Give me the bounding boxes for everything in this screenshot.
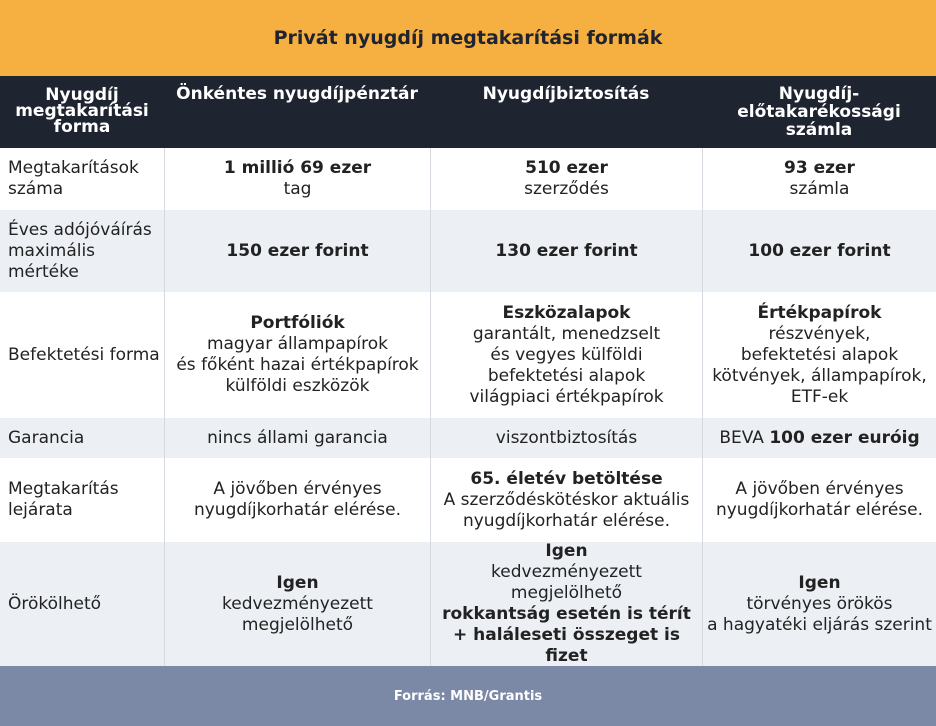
cell-text: kedvezményezett (222, 593, 373, 614)
table-cell (702, 292, 936, 418)
table-header (0, 76, 936, 148)
cell-bold: Igen (798, 572, 841, 593)
cell-text: nyugdíjkorhatár elérése. (193, 500, 402, 520)
cell-bold: Értékpapírok (757, 302, 882, 323)
cell-text: törvényes örökös (746, 593, 893, 614)
table-cell (430, 542, 702, 666)
cell-bold: 93 ezer (784, 158, 855, 178)
cell-bold: rokkantság esetén is térít (442, 604, 691, 624)
header-pension-savings-account: Nyugdíj-előtakarékossági számla (737, 84, 901, 140)
cell-bold: 510 ezer (525, 158, 608, 178)
cell-text (719, 428, 919, 449)
table-cell (430, 458, 702, 542)
row-label: Megtakarítások száma (8, 158, 139, 199)
row-label: Garancia (8, 427, 85, 448)
cell-text: nincs állami garancia (207, 427, 388, 448)
cell-text: kötvények, állampapírok, (712, 365, 927, 386)
row-label: Befektetési forma (8, 344, 160, 365)
table-row (0, 418, 936, 458)
cell-text: garantált, menedzselt (472, 323, 661, 344)
table-cell (702, 148, 936, 210)
cell-bold: Portfóliók (250, 313, 345, 333)
row-label: Örökölhető (8, 593, 102, 614)
cell-bold: 150 ezer forint (226, 240, 369, 261)
table-cell (164, 542, 430, 666)
source-footer: Forrás: MNB/Grantis (0, 666, 936, 726)
table-cell (430, 148, 702, 210)
cell-bold: 100 ezer euróig (769, 427, 920, 448)
table-cell (702, 210, 936, 292)
cell-bold: Igen (545, 541, 588, 561)
cell-text: és főként hazai értékpapírok (176, 355, 419, 375)
cell-text: kedvezményezett (491, 562, 642, 582)
beva-label: BEVA (719, 427, 764, 448)
row-label: Éves adójóváírás maximális mértéke (8, 219, 152, 282)
table-row (0, 292, 936, 418)
cell-text: ETF-ek (790, 386, 849, 407)
cell-text: megjelölhető (241, 614, 354, 635)
row-label: Megtakarítás lejárata (8, 479, 119, 520)
table-cell (164, 458, 430, 542)
header-pension-insurance: Nyugdíjbiztosítás (482, 84, 650, 104)
cell-text: befektetési alapok (740, 344, 899, 365)
cell-text: és vegyes külföldi (490, 344, 643, 365)
table-cell (430, 210, 702, 292)
cell-text: számla (789, 179, 850, 199)
table-cell (430, 292, 702, 418)
header-pension-fund: Önkéntes nyugdíjpénztár (176, 84, 418, 104)
table-row (0, 542, 936, 666)
table-cell (164, 292, 430, 418)
table-cell (702, 418, 936, 458)
cell-text: befektetési alapok (487, 365, 646, 386)
cell-text: nyugdíjkorhatár elérése. (715, 500, 924, 520)
cell-bold: 1 millió 69 ezer (223, 158, 372, 178)
cell-bold: Eszközalapok (502, 302, 631, 323)
cell-bold: 65. életév betöltése (470, 468, 663, 489)
table-cell (702, 542, 936, 666)
cell-text: A jövőben érvényes (735, 479, 904, 499)
cell-text: nyugdíjkorhatár elérése. (462, 510, 671, 531)
table-cell (164, 418, 430, 458)
page-title: Privát nyugdíj megtakarítási formák (0, 0, 936, 76)
cell-bold: 130 ezer forint (495, 240, 638, 261)
cell-bold: 100 ezer forint (748, 240, 891, 261)
cell-bold: Igen (276, 572, 319, 593)
cell-bold: + haláleseti összeget is fizet (453, 625, 680, 666)
cell-text: magyar állampapírok (206, 334, 389, 354)
table-row (0, 148, 936, 210)
table-cell (164, 210, 430, 292)
header-form: Nyugdíj megtakarítási forma (15, 85, 149, 138)
cell-text: külföldi eszközök (225, 376, 370, 396)
cell-text: szerződés (524, 179, 609, 199)
cell-text: világpiaci értékpapírok (469, 386, 664, 407)
cell-text: tag (283, 179, 312, 199)
cell-text: viszontbiztosítás (495, 427, 638, 448)
table-cell (702, 458, 936, 542)
cell-text: A szerződéskötéskor aktuális (443, 489, 690, 510)
cell-text: a hagyatéki eljárás szerint (707, 614, 932, 635)
cell-text: megjelölhető (510, 583, 623, 603)
cell-text: A jövőben érvényes (213, 479, 382, 499)
table-row (0, 210, 936, 292)
table-cell (430, 418, 702, 458)
cell-text: részvények, (768, 323, 871, 344)
table-row (0, 458, 936, 542)
table-cell (164, 148, 430, 210)
